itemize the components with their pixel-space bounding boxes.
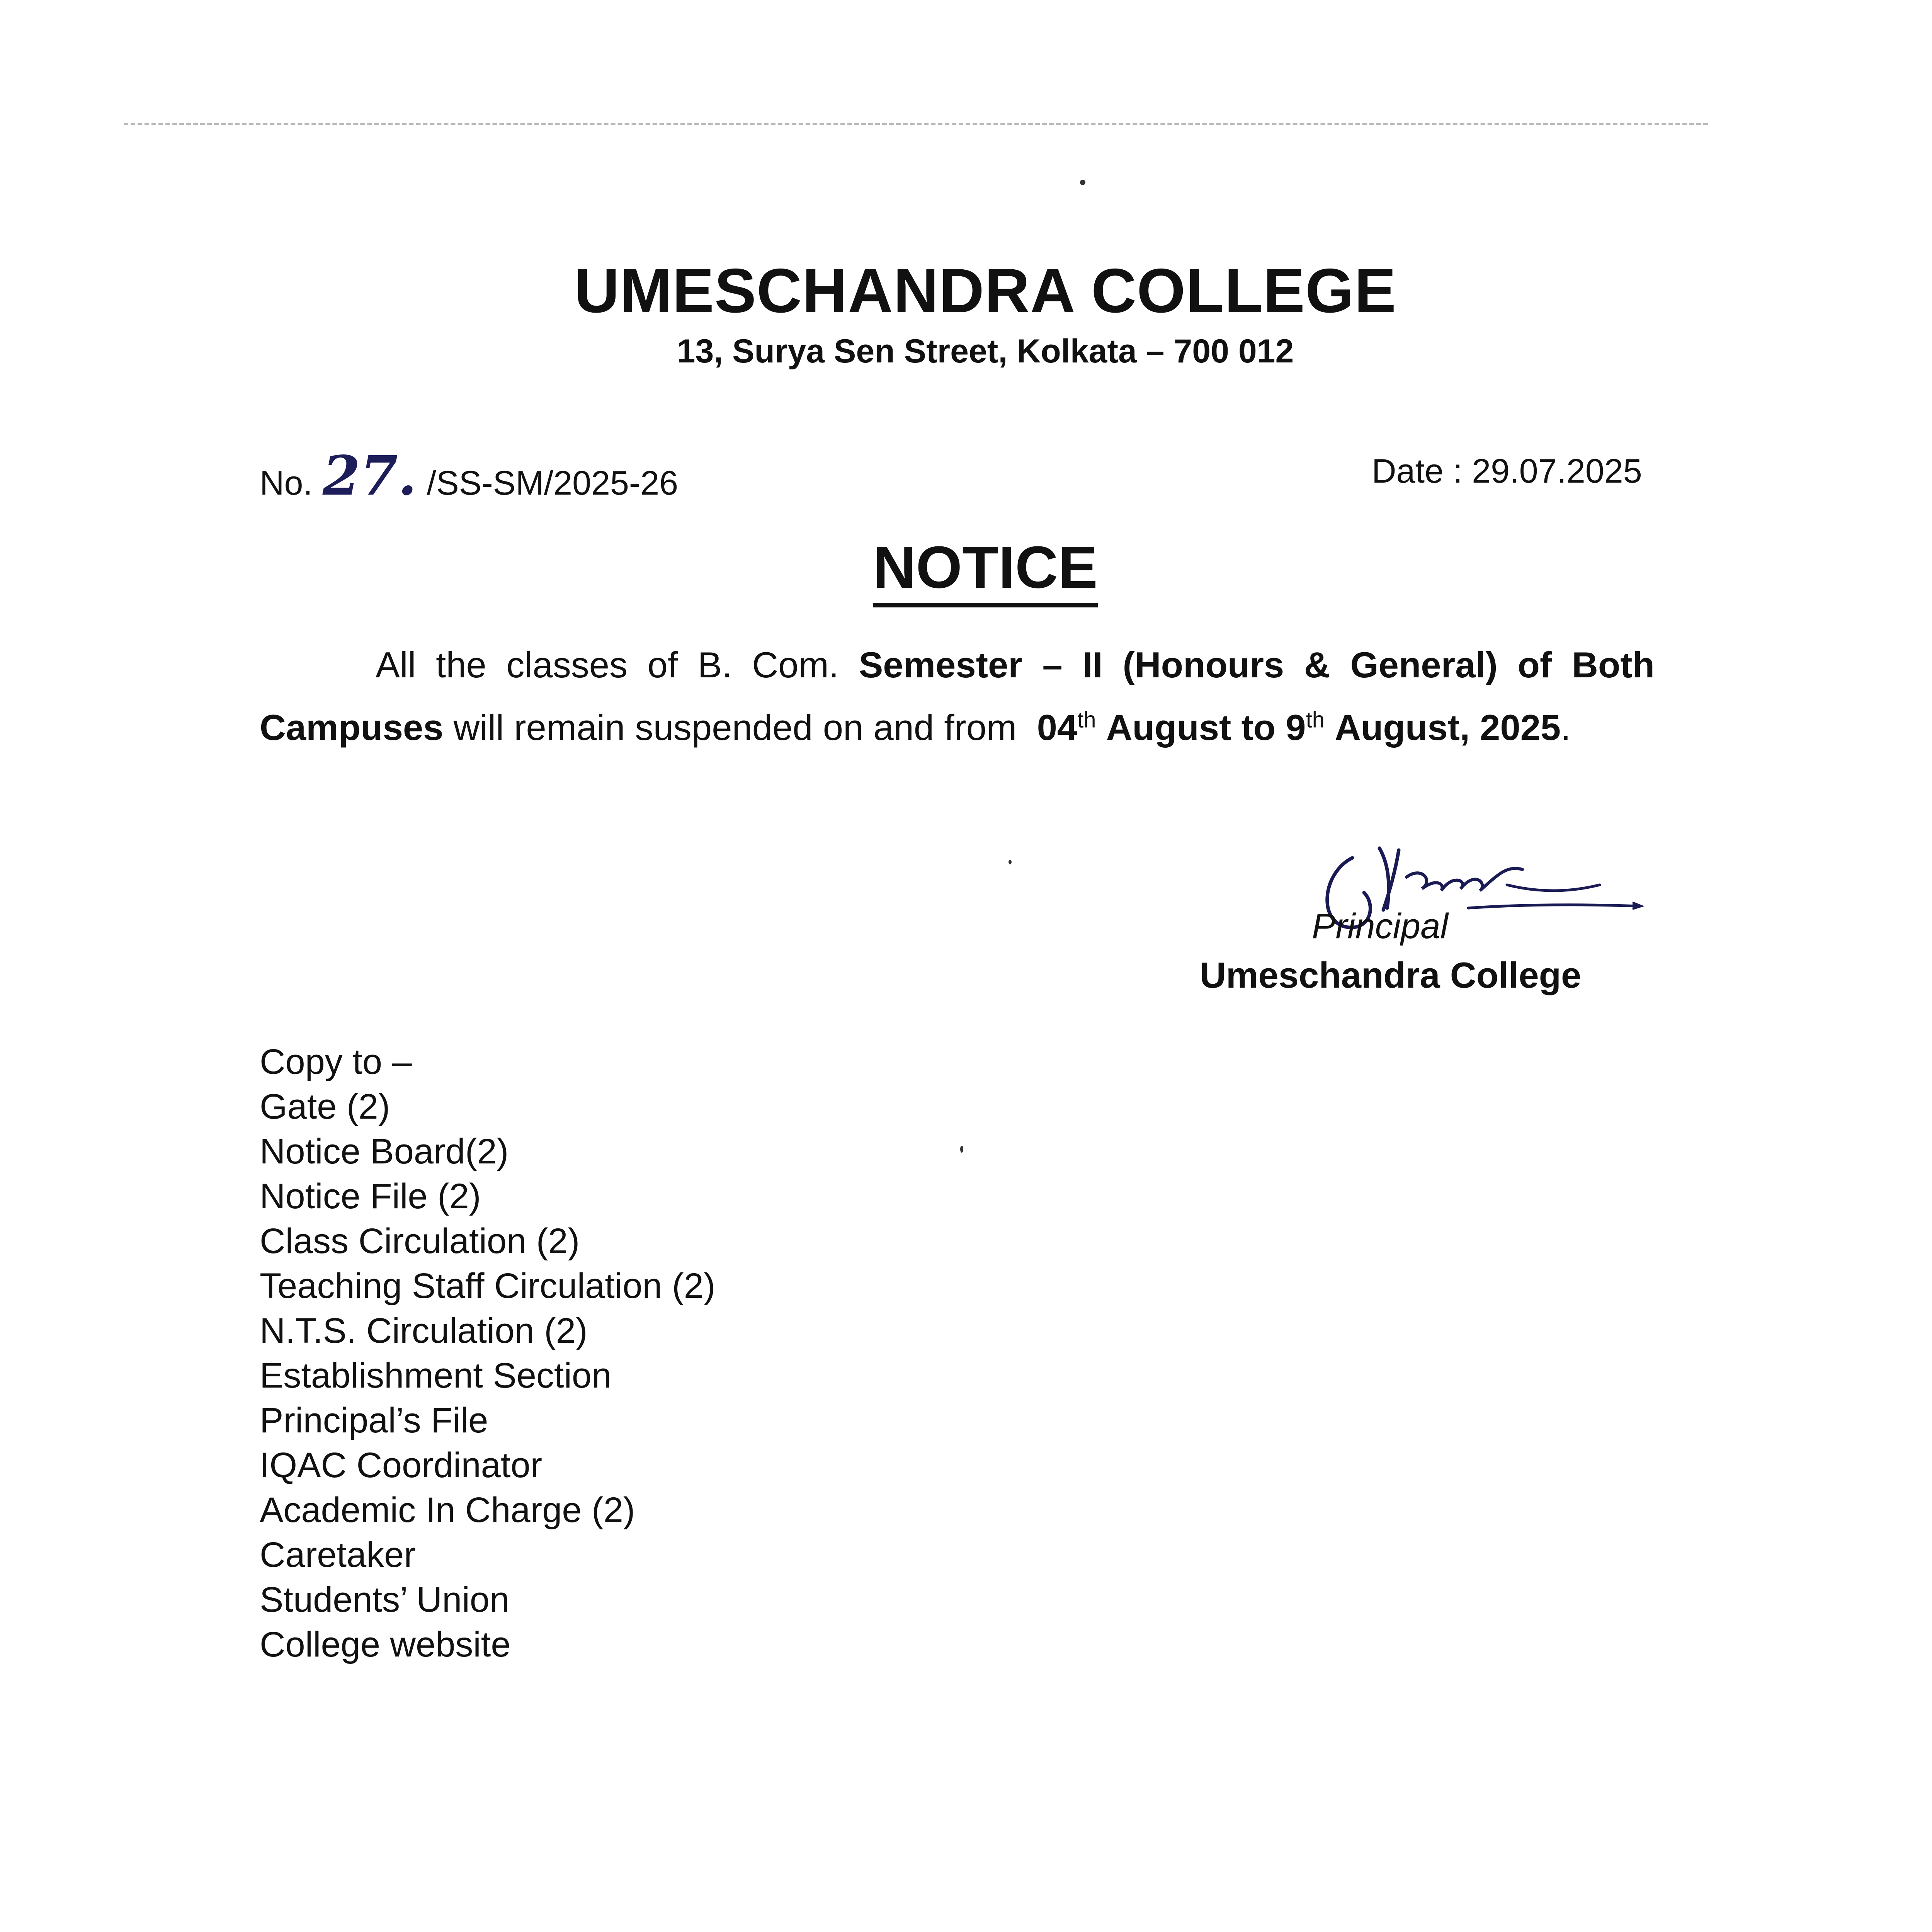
body-bold-range: August to 9	[1106, 707, 1306, 748]
list-item: Establishment Section	[260, 1356, 612, 1395]
reference-suffix: /SS-SM/2025-26	[427, 464, 679, 502]
list-item: Caretaker	[260, 1535, 416, 1575]
reference-number	[260, 444, 678, 508]
scan-artifact-line	[124, 123, 1708, 125]
scan-speck	[1080, 180, 1085, 185]
notice-body	[260, 634, 1655, 759]
list-item: Notice Board(2)	[260, 1132, 509, 1171]
scan-speck	[960, 1146, 963, 1153]
list-item: College website	[260, 1625, 511, 1664]
scan-speck	[1009, 860, 1012, 864]
list-item: Students’ Union	[260, 1580, 510, 1619]
list-item: Academic In Charge (2)	[260, 1490, 635, 1530]
body-bold-end: August, 2025	[1335, 707, 1561, 748]
list-item: N.T.S. Circulation (2)	[260, 1311, 588, 1350]
body-sup-1: th	[1077, 707, 1096, 733]
list-item: Notice File (2)	[260, 1177, 481, 1216]
reference-prefix: No.	[260, 464, 313, 502]
list-item: Principal’s File	[260, 1401, 488, 1440]
list-item: Teaching Staff Circulation (2)	[260, 1266, 716, 1306]
copy-to-heading: Copy to –	[260, 1042, 412, 1082]
body-bold-start-day: 04	[1037, 707, 1078, 748]
reference-handwritten-number: 27.	[322, 444, 417, 508]
notice-title-text: NOTICE	[873, 534, 1098, 607]
list-item: Gate (2)	[260, 1087, 390, 1126]
notice-title	[0, 533, 1932, 602]
body-bold-semester: Semester – II (Honours & General) of Both Campuses	[260, 645, 1655, 748]
college-address: 13, Surya Sen Street, Kolkata – 700 012	[677, 333, 1294, 370]
body-text-2: will remain suspended on and from	[453, 707, 1017, 748]
list-item: IQAC Coordinator	[260, 1446, 543, 1485]
list-item: Class Circulation (2)	[260, 1221, 580, 1261]
body-text-1: All the classes of B. Com.	[376, 645, 839, 685]
college-name: UMESCHANDRA COLLEGE	[574, 256, 1396, 326]
signatory-organization: Umeschandra College	[1200, 955, 1582, 995]
signatory-role: Principal	[1312, 906, 1448, 946]
notice-date: Date : 29.07.2025	[1372, 452, 1642, 490]
copy-to-list	[260, 1039, 716, 1667]
body-text-3: .	[1561, 707, 1571, 748]
body-sup-2: th	[1306, 707, 1325, 733]
